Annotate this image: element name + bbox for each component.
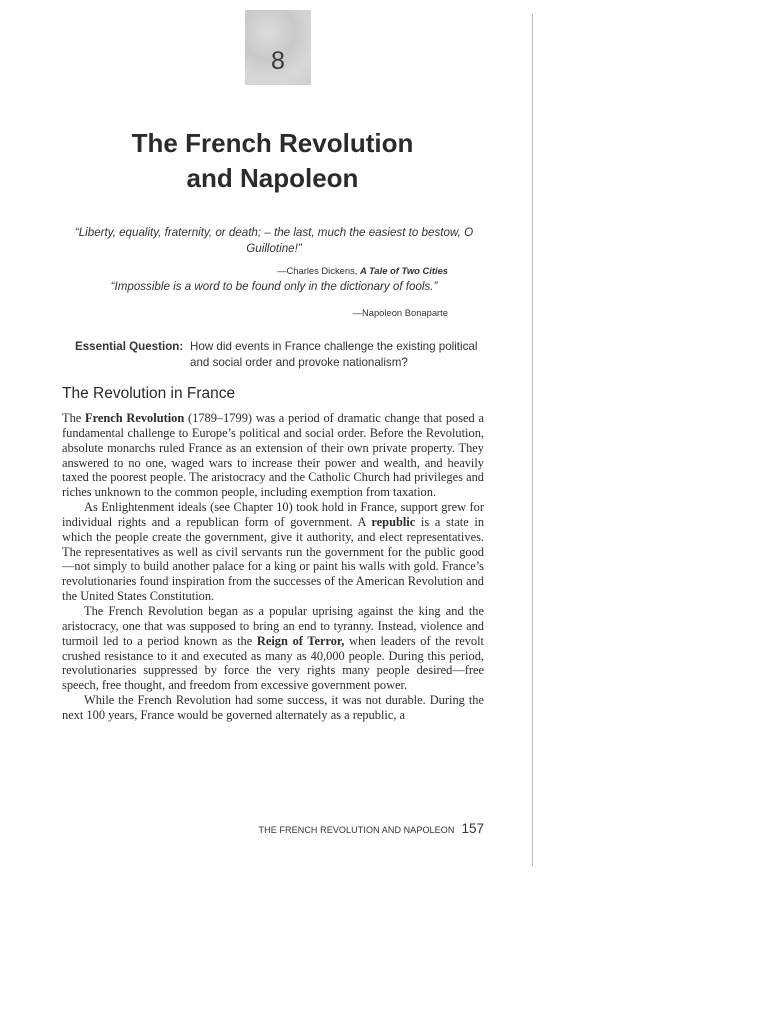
- paragraph-1: [62, 411, 484, 500]
- page-number: 157: [461, 821, 484, 836]
- section-heading: The Revolution in France: [62, 385, 236, 402]
- epigraph-attribution-2-author: —Napoleon Bonaparte: [352, 307, 448, 318]
- paragraph-2-text-a: As Enlightenment ideals (see Chapter 10) took hold in France, support grew for individual rights and a republican form of government. A: [62, 500, 484, 529]
- chapter-number-box: [245, 10, 311, 85]
- term-reign-of-terror: Reign of Terror,: [256, 633, 345, 648]
- term-republic: republic: [371, 514, 416, 529]
- term-french-revolution: French Revolution: [85, 411, 185, 425]
- page-edge-line: [532, 14, 533, 866]
- essential-question-text: How did events in France challenge the existing political and social order and provoke nationalism?: [190, 340, 478, 369]
- chapter-title-line-1: The French Revolution: [131, 128, 414, 158]
- paragraph-2: [62, 500, 484, 604]
- chapter-number: 8: [271, 47, 285, 75]
- epigraph-quote-2: “Impossible is a word to be found only in the dictionary of fools.”: [110, 280, 438, 293]
- epigraph-quote-1: “Liberty, equality, fraternity, or death; – the last, much the easiest to bestow, O Guillotine!”: [74, 226, 474, 255]
- paragraph-1-text-a: The: [62, 411, 86, 425]
- paragraph-3-text-a: The French Revolution began as a popular uprising against the king and the aristocracy, one that was supposed to bring an end to tyranny. Instead, violence and turmoil led to a period known as the: [62, 603, 484, 648]
- epigraph-attribution-2: [353, 307, 448, 318]
- paragraph-1-text-c: (1789–1799) was a period of dramatic change that posed a fundamental challenge to Europe’s political and social order. Before the Revolution, absolute monarchs ruled France as an extension of their own private property. They answered to no one, waged wars to increase their power and wealth, and heavily taxed the poorest people. The aristocracy and the Catholic Church had privileges and riches unknown to the common people, including exemption from taxation.: [62, 411, 484, 500]
- paragraph-4-text-a: While the French Revolution had some success, it was not durable. During the next 100 years, France would be governed alternately as a republic, a: [62, 693, 484, 722]
- chapter-title: [60, 126, 485, 196]
- paragraph-3: [62, 604, 484, 693]
- epigraph-attribution-1: [277, 265, 448, 276]
- paragraph-4: [62, 693, 484, 723]
- essential-question-label: Essential Question:: [75, 340, 184, 353]
- page-footer: [259, 820, 484, 838]
- epigraph-attribution-1-author: —Charles Dickens,: [277, 265, 360, 276]
- paragraph-3-text-c: when leaders of the revolt crushed resistance to it and executed as many as 40,000 people. During this period, revolutionaries suppressed by force the very rights many people desired—free speech, free thought, and freedom from excessive government power.: [62, 633, 484, 693]
- epigraph-attribution-1-work: A Tale of Two Cities: [359, 265, 448, 276]
- body-text: [62, 411, 484, 723]
- running-head: THE FRENCH REVOLUTION AND NAPOLEON: [258, 825, 455, 835]
- paragraph-2-text-c: is a state in which the people create the government, give it authority, and elect representatives. The representatives as well as civil servants run the government for the public good—not simply to build another palace for a king or paint his walls with gold. France’s revolutionaries found inspiration from the successes of the American Revolution and the United States Constitution.: [62, 514, 485, 604]
- chapter-title-line-2: and Napoleon: [186, 163, 359, 193]
